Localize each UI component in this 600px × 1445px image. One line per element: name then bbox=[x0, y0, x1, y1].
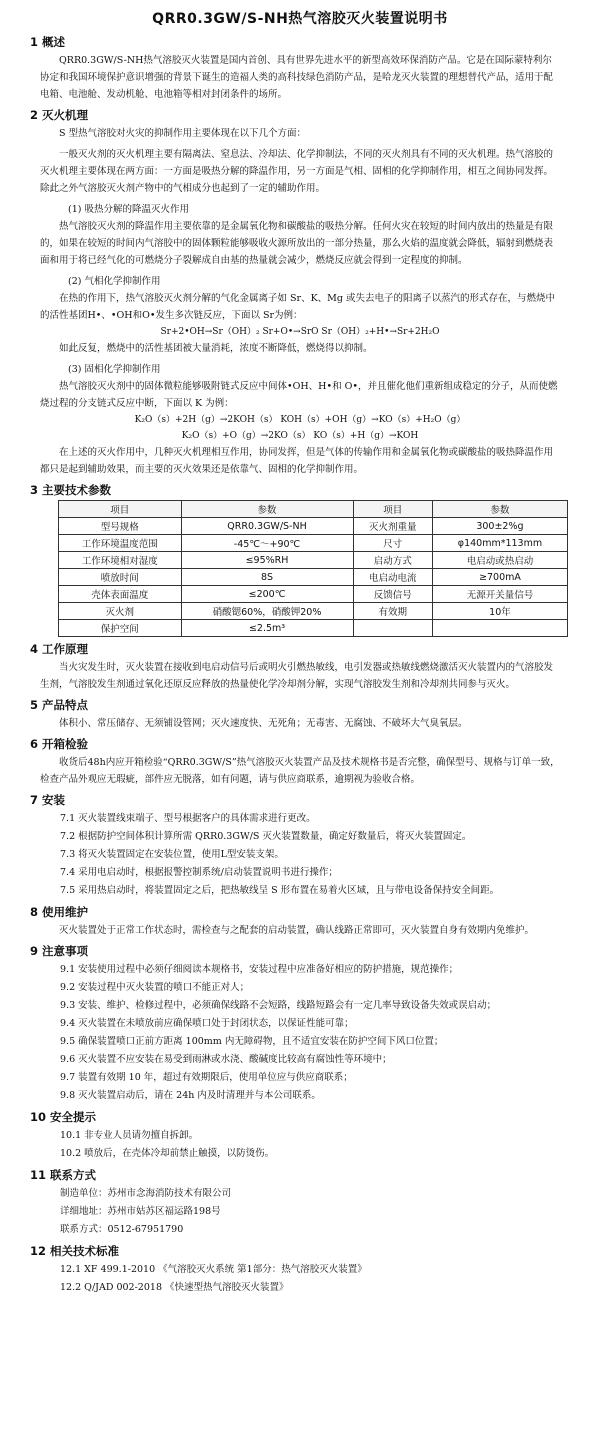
table-row bbox=[59, 569, 568, 586]
section-6-heading: 6 开箱检验 bbox=[30, 737, 89, 751]
list-item: 7.3 将灭火装置固定在安装位置，使用L型安装支架。 bbox=[60, 849, 284, 860]
section-1-text: QRR0.3GW/S-NH热气溶胶灭火装置是国内首创、具有世界先进水平的新型高效环保消防产品。它是在国际蒙特利尔协定和我国环境保护意识增强的背景下诞生的造福人类的高科技绿色消防产品，是哈龙灭火装置的理想替代产品，适用于配电箱、电池舱、发动机舱、电池箱等相对封闭条件的场所。 bbox=[40, 55, 554, 100]
table-cell: 有效期 bbox=[353, 603, 432, 620]
table-cell: 300±2%g bbox=[432, 518, 567, 535]
table-row bbox=[59, 552, 568, 569]
section-2-sub2-text: 在热的作用下，热气溶胶灭火剂分解的气化金属离子如 Sr、K、Mg 或失去电子的阳离子以蒸汽的形式存在，与燃烧中的活性基团H•、•OH和O•发生多次链反应，下面以 Sr为例： bbox=[40, 293, 555, 321]
list-item: 9.6 灭火装置不应安装在易受到雨淋或水浇、酸碱度比较高有腐蚀性等环境中； bbox=[60, 1054, 392, 1065]
table-cell: 项目 bbox=[353, 501, 432, 518]
table-cell: 电启动电流 bbox=[353, 569, 432, 586]
table-cell bbox=[353, 620, 432, 637]
table-cell: φ140mm*113mm bbox=[432, 535, 567, 552]
table-row bbox=[59, 603, 568, 620]
list-item: 12.1 XF 499.1-2010 《气溶胶灭火系统 第1部分：热气溶胶灭火装置》 bbox=[60, 1264, 367, 1275]
section-11-heading: 11 联系方式 bbox=[30, 1168, 97, 1182]
contact-manufacturer: 制造单位：苏州市念海消防技术有限公司 bbox=[60, 1188, 232, 1199]
section-5-heading: 5 产品特点 bbox=[30, 698, 89, 712]
table-cell: 无源开关量信号 bbox=[432, 586, 567, 603]
contact-phone: 联系方式：0512-67951790 bbox=[60, 1224, 184, 1235]
section-2-para2: 在上述的灭火作用中，几种灭火机理相互作用，协同发挥，但是气体的传输作用和金属氧化物或碳酸盐的吸热降温作用都只是起到辅助效果，而主要的灭火效果还是依靠气、固相的化学抑制作用。 bbox=[40, 447, 554, 475]
table-cell: 反馈信号 bbox=[353, 586, 432, 603]
section-3-heading: 3 主要技术参数 bbox=[30, 483, 112, 497]
section-2-sub1-text: 热气溶胶灭火剂的降温作用主要依靠的是金属氧化物和碳酸盐的吸热分解。任何火灾在较短的时间内放出的热量是有限的，如果在较短的时间内气溶胶中的固体颗粒能够吸收火源所放出的一部分热量，那么火焰的温度就会降低，辐射到燃烧表面和用于将已经气化的可燃烧分子裂解成自由基的热量就会减少，燃烧反应就会得到一定程度的抑制。 bbox=[40, 221, 554, 266]
list-item: 9.4 灭火装置在未喷放前应确保喷口处于封闭状态，以保证性能可靠； bbox=[60, 1018, 354, 1029]
list-item: 7.4 采用电启动时，根据报警控制系统/启动装置说明书进行操作； bbox=[60, 867, 338, 878]
document-title: QRR0.3GW/S-NH热气溶胶灭火装置说明书 bbox=[152, 11, 448, 27]
list-item: 7.1 灭火装置线束端子、型号根据客户的具体需求进行更改。 bbox=[60, 813, 316, 824]
list-item: 10.2 喷放后，在壳体冷却前禁止触摸，以防烫伤。 bbox=[60, 1148, 275, 1159]
table-cell: 壳体表面温度 bbox=[59, 586, 182, 603]
table-cell: 10年 bbox=[432, 603, 567, 620]
section-2-para1: 一般灭火剂的灭火机理主要有隔离法、窒息法、冷却法、化学抑制法，不同的灭火剂具有不同的灭火机理。热气溶胶的灭火机理主要体现在两方面：一方面是吸热分解的降温作用，另一方面是气相、固相的化学抑制作用，相互之间协同发挥。除此之外气溶胶灭火剂产物中的气相成分也起到了一定的辅助作用。 bbox=[40, 149, 554, 194]
table-row bbox=[59, 620, 568, 637]
section-2-sub3-heading: (3) 固相化学抑制作用 bbox=[68, 364, 161, 375]
table-cell: 启动方式 bbox=[353, 552, 432, 569]
section-4-heading: 4 工作原理 bbox=[30, 642, 89, 656]
list-item: 9.2 安装过程中灭火装置的喷口不能正对人； bbox=[60, 982, 250, 993]
section-2-sub2-heading: (2) 气相化学抑制作用 bbox=[68, 276, 161, 287]
table-cell: ≤200℃ bbox=[181, 586, 353, 603]
table-cell: 灭火剂重量 bbox=[353, 518, 432, 535]
list-item: 12.2 Q/JAD 002-2018 《快速型热气溶胶灭火装置》 bbox=[60, 1282, 289, 1293]
list-item: 7.5 采用热启动时，将装置固定之后，把热敏线呈 S 形布置在易着火区域，且与带电设备保持安全间距。 bbox=[60, 885, 500, 896]
table-cell: 尺寸 bbox=[353, 535, 432, 552]
table-cell: -45℃～+90℃ bbox=[181, 535, 353, 552]
section-4-text: 当火灾发生时，灭火装置在接收到电启动信号后或明火引燃热敏线，电引发器或热敏线燃烧激活灭火装置内的气溶胶发生剂，气溶胶发生剂通过氧化还原反应释放的热量使化学冷却剂分解，实现气溶胶发生剂和冷却剂共同参与灭火。 bbox=[40, 662, 554, 690]
list-item: 10.1 非专业人员请勿擅自拆卸。 bbox=[60, 1130, 199, 1141]
table-row bbox=[59, 586, 568, 603]
list-item: 9.1 安装使用过程中必须仔细阅读本规格书，安装过程中应准备好相应的防护措施，规范操作； bbox=[60, 964, 459, 975]
table-row bbox=[59, 501, 568, 518]
table-cell bbox=[432, 620, 567, 637]
formula-sr: Sr+2•OH→Sr（OH）₂ Sr+O•→SrO Sr（OH）₂+H•→Sr+2H₂O bbox=[160, 327, 440, 337]
section-1-heading: 1 概述 bbox=[30, 35, 66, 49]
section-2-sub1-heading: (1) 吸热分解的降温灭火作用 bbox=[68, 204, 189, 215]
table-cell: 参数 bbox=[432, 501, 567, 518]
formula-k1: K₂O（s）+2H（g）→2KOH（s） KOH（s）+OH（g）→KO（s）+H₂O（g） bbox=[134, 415, 466, 425]
section-12-heading: 12 相关技术标准 bbox=[30, 1244, 120, 1258]
list-item: 9.7 装置有效期 10 年，超过有效期限后，使用单位应与供应商联系； bbox=[60, 1072, 353, 1083]
table-cell: 项目 bbox=[59, 501, 182, 518]
contact-address: 详细地址：苏州市姑苏区福运路198号 bbox=[60, 1206, 221, 1217]
spec-table bbox=[58, 500, 568, 637]
list-item: 9.3 安装、维护、检修过程中，必须确保线路不会短路，线路短路会有一定几率导致设备失效或误启动； bbox=[60, 1000, 497, 1011]
section-2-sub2-tail: 如此反复，燃烧中的活性基团被大量消耗，浓度不断降低，燃烧得以抑制。 bbox=[59, 343, 373, 354]
table-cell: 8S bbox=[181, 569, 353, 586]
section-9-heading: 9 注意事项 bbox=[30, 944, 89, 958]
table-cell: 灭火剂 bbox=[59, 603, 182, 620]
table-cell: 硝酸锶60%，硝酸钾20% bbox=[181, 603, 353, 620]
table-cell: 工作环境温度范围 bbox=[59, 535, 182, 552]
list-item: 9.8 灭火装置启动后，请在 24h 内及时清理并与本公司联系。 bbox=[60, 1090, 321, 1101]
section-8-heading: 8 使用维护 bbox=[30, 905, 89, 919]
table-row bbox=[59, 518, 568, 535]
table-cell: ≤95%RH bbox=[181, 552, 353, 569]
table-cell: 喷放时间 bbox=[59, 569, 182, 586]
section-7-heading: 7 安装 bbox=[30, 793, 66, 807]
table-cell: QRR0.3GW/S-NH bbox=[181, 518, 353, 535]
section-6-text: 收货后48h内应开箱检验“QRR0.3GW/S”热气溶胶灭火装置产品及技术规格书是否完整，确保型号、规格与订单一致，检查产品外观应无瑕疵，部件应无脱落，如有问题，请与供应商联系，逾期视为验收合格。 bbox=[40, 757, 560, 785]
table-cell: 参数 bbox=[181, 501, 353, 518]
section-2-intro: S 型热气溶胶对火灾的抑制作用主要体现在以下几个方面： bbox=[59, 128, 307, 139]
table-cell: 型号规格 bbox=[59, 518, 182, 535]
table-cell: 电启动或热启动 bbox=[432, 552, 567, 569]
table-row bbox=[59, 535, 568, 552]
table-cell: ≤2.5m³ bbox=[181, 620, 353, 637]
section-5-text: 体积小、常压储存、无须铺设管网；灭火速度快、无死角；无毒害、无腐蚀、不破坏大气臭氧层。 bbox=[59, 718, 468, 729]
table-cell: ≥700mA bbox=[432, 569, 567, 586]
section-2-heading: 2 灭火机理 bbox=[30, 108, 89, 122]
table-cell: 保护空间 bbox=[59, 620, 182, 637]
section-2-sub3-text: 热气溶胶灭火剂中的固体微粒能够吸附链式反应中间体•OH、H•和 O•，并且催化他们重新组成稳定的分子，从而使燃烧过程的分支链式反应中断，下面以 K 为例： bbox=[40, 381, 558, 409]
table-cell: 工作环境相对湿度 bbox=[59, 552, 182, 569]
list-item: 9.5 确保装置喷口正前方距离 100mm 内无障碍物，且不适宜安装在防护空间下风口位置； bbox=[60, 1036, 444, 1047]
list-item: 7.2 根据防护空间体积计算所需 QRR0.3GW/S 灭火装置数量，确定好数量后，将灭火装置固定。 bbox=[60, 831, 472, 842]
section-10-heading: 10 安全提示 bbox=[30, 1110, 97, 1124]
formula-k2: K₂O（s）+O（g）→2KO（s） KO（s）+H（g）→KOH bbox=[181, 431, 419, 441]
section-8-text: 灭火装置处于正常工作状态时，需检查与之配套的启动装置，确认线路正常即可，灭火装置自身有效期内免维护。 bbox=[59, 925, 535, 936]
